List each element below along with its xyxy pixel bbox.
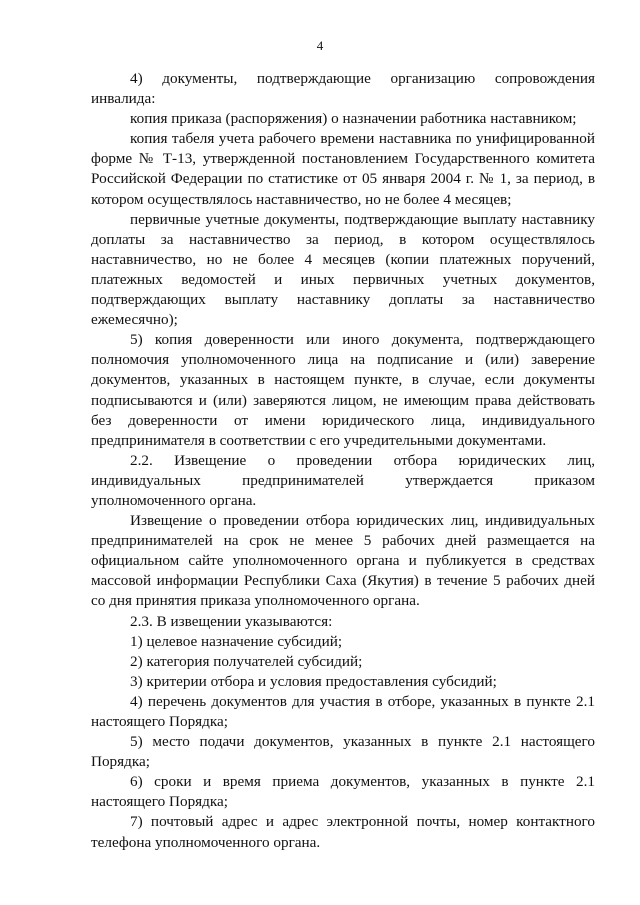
paragraph-primary-accounting-docs: первичные учетные документы, подтверждающие выплату наставнику доплаты за наставничество за период, в котором осуществлялось наставничество, но не более 4 месяцев (копии платежных поручений, платежных ведомостей и иных первичных учетных документов, подтверждающих выплату наставнику доплаты за наставничество ежемесячно); <box>91 210 595 329</box>
list-item-2-recipients: 2) категория получателей субсидий; <box>130 652 363 670</box>
list-item-3-criteria: 3) критерии отбора и условия предоставления субсидий; <box>130 672 497 690</box>
list-item-7-contacts: 7) почтовый адрес и адрес электронной почты, номер контактного телефона уполномоченного органа. <box>91 813 595 851</box>
list-item-4-documents: 4) перечень документов для участия в отборе, указанных в пункте 2.1 настоящего Порядка; <box>91 692 595 730</box>
paragraph-item-4-mentoring-docs: 4) документы, подтверждающие организацию сопровождения инвалида: <box>91 70 595 108</box>
paragraph-item-5-power-of-attorney: 5) копия доверенности или иного документа, подтверждающего полномочия уполномоченного лица на подписание и (или) заверение документов, указанных в настоящем пункте, в случае, если документы подписываются и (или) заверяются лицом, не имеющим права действовать без доверенности от имени юридического лица, индивидуального предпринимателя в соответствии с его учредительными документами. <box>91 331 595 449</box>
list-item-1-purpose: 1) целевое назначение субсидий; <box>130 632 343 650</box>
paragraph-section-2-2: 2.2. Извещение о проведении отбора юридических лиц, индивидуальных предпринимателей утверждается приказом уполномоченного органа. <box>91 451 595 509</box>
paragraph-section-2-3: 2.3. В извещении указываются: <box>130 612 333 630</box>
paragraph-notice-publication: Извещение о проведении отбора юридических лиц, индивидуальных предпринимателей на срок не менее 5 рабочих дней размещается на официальном сайте уполномоченного органа и публикуется в средствах массовой информации Республики Саха (Якутия) в течение 5 рабочих дней со дня принятия приказа уполномоченного органа. <box>91 512 595 610</box>
document-body <box>91 69 595 853</box>
list-item-6-deadlines: 6) сроки и время приема документов, указанных в пункте 2.1 настоящего Порядка; <box>91 773 595 811</box>
list-item-5-submission-place: 5) место подачи документов, указанных в пункте 2.1 настоящего Порядка; <box>91 733 595 771</box>
paragraph-order-copy: копия приказа (распоряжения) о назначении работника наставником; <box>130 110 577 128</box>
page-number: 4 <box>316 38 324 53</box>
paragraph-timesheet-copy: копия табеля учета рабочего времени наставника по унифицированной форме № Т-13, утвержденной постановлением Государственного комитета Российской Федерации по статистике от 05 января 2004 г. № 1, за период, в котором осуществлялось наставничество, но не более 4 месяцев; <box>91 130 595 208</box>
